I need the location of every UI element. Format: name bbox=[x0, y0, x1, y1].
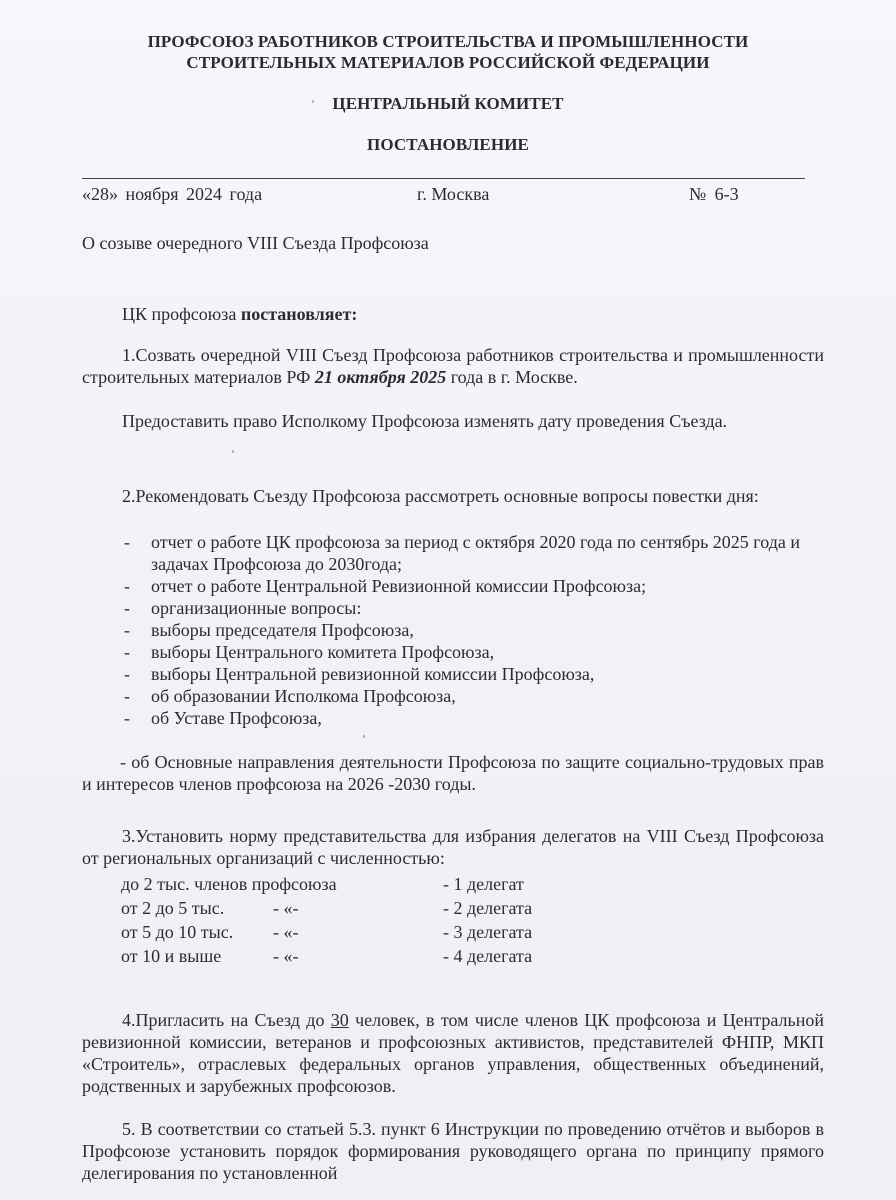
agenda-item bbox=[82, 663, 827, 685]
agenda-item bbox=[82, 707, 827, 729]
paragraph-5: 5. В соответствии со статьей 5.3. пункт 6 Инструкции по проведению отчётов и выборов в Профсоюзе установить порядок формирования руководящего органа по принципу прямого делегирования по установленной bbox=[82, 1119, 824, 1183]
paragraph-1 bbox=[82, 344, 824, 388]
paragraph-4-text: 4.Пригласить на Съезд до bbox=[122, 1010, 331, 1030]
header-divider bbox=[82, 178, 805, 179]
scan-speck bbox=[232, 450, 234, 453]
agenda-item-text: выборы Центральной ревизионной комиссии Профсоюза, bbox=[151, 664, 595, 684]
agenda-item bbox=[82, 641, 827, 663]
paragraph-4 bbox=[82, 1009, 824, 1097]
congress-date: 21 октября 2025 bbox=[314, 367, 447, 387]
organization-line-1: ПРОФСОЮЗ РАБОТНИКОВ СТРОИТЕЛЬСТВА И ПРОМЫШЛЕННОСТИ bbox=[147, 32, 749, 51]
paragraph-2: 2.Рекомендовать Съезду Профсоюза рассмотреть основные вопросы повестки дня: bbox=[122, 486, 759, 506]
paragraph-1-tail: года в г. Москве. bbox=[446, 367, 578, 387]
scan-speck bbox=[363, 735, 365, 738]
agenda-item-text: выборы председателя Профсоюза, bbox=[151, 620, 414, 640]
agenda-dash: - bbox=[124, 576, 130, 596]
norm-row bbox=[121, 944, 621, 968]
organization-line-2: СТРОИТЕЛЬНЫХ МАТЕРИАЛОВ РОССИЙСКОЙ ФЕДЕРАЦИИ bbox=[186, 53, 710, 72]
norm-delegates: - 3 делегата bbox=[443, 922, 533, 942]
agenda-dash: - bbox=[124, 642, 130, 662]
agenda-list bbox=[82, 531, 827, 729]
agenda-item bbox=[82, 597, 827, 619]
norm-delegates: - 2 делегата bbox=[443, 898, 533, 918]
agenda-dash: - bbox=[124, 598, 130, 618]
agenda-dash: - bbox=[124, 708, 130, 728]
agenda-item bbox=[82, 531, 827, 575]
agenda-item-text: об образовании Исполкома Профсоюза, bbox=[151, 686, 456, 706]
norm-row bbox=[121, 872, 621, 896]
norm-ditto: - «- bbox=[273, 946, 299, 966]
norm-range: от 5 до 10 тыс. bbox=[121, 922, 234, 942]
document-type-title: ПОСТАНОВЛЕНИЕ bbox=[367, 135, 529, 154]
agenda-item bbox=[82, 619, 827, 641]
committee-title: ЦЕНТРАЛЬНЫЙ КОМИТЕТ bbox=[332, 94, 564, 113]
document-date: «28» ноября 2024 года bbox=[82, 184, 263, 204]
agenda-dash: - bbox=[124, 620, 130, 640]
agenda-dash: - bbox=[124, 532, 130, 552]
norm-range: от 2 до 5 тыс. bbox=[121, 898, 225, 918]
paragraph-4-tail: человек, в том числе членов ЦК профсоюза и Центральной ревизионной комиссии, ветеранов и профсоюзных активистов, представителей ФНПР, МКП «Строитель», отраслевых федеральных органов управления, общественных объединений, родственных и зарубежных профсоюзов. bbox=[82, 1010, 824, 1096]
agenda-dash: - bbox=[124, 664, 130, 684]
agenda-item-text: об Уставе Профсоюза, bbox=[151, 708, 322, 728]
decides-line bbox=[82, 303, 824, 325]
agenda-item-text: отчет о работе ЦК профсоюза за период с октября 2020 года по сентябрь 2025 года и задачах Профсоюза до 2030года; bbox=[151, 532, 800, 574]
guest-count: 30 bbox=[330, 1010, 349, 1030]
agenda-item-text: выборы Центрального комитета Профсоюза, bbox=[151, 642, 495, 662]
scan-speck bbox=[312, 100, 314, 103]
norm-delegates: - 4 делегата bbox=[443, 946, 533, 966]
agenda-item bbox=[82, 685, 827, 707]
norm-ditto: - «- bbox=[273, 898, 299, 918]
paragraph-1-text: 1.Созвать очередной VIII Съезд Профсоюза работников строительства и промышленности строительных материалов РФ bbox=[82, 345, 824, 387]
decides-bold: постановляет: bbox=[240, 304, 358, 324]
decides-prefix: ЦК профсоюза bbox=[122, 304, 241, 324]
paragraph-1-right: Предоставить право Исполкому Профсоюза изменять дату проведения Съезда. bbox=[122, 411, 728, 431]
agenda-dash: - bbox=[124, 686, 130, 706]
document-subject: О созыве очередного VIII Съезда Профсоюза bbox=[82, 233, 429, 253]
agenda-item-text: отчет о работе Центральной Ревизионной комиссии Профсоюза; bbox=[151, 576, 647, 596]
organization-header bbox=[0, 31, 896, 73]
document-city: г. Москва bbox=[417, 184, 490, 204]
agenda-item-last: - об Основные направления деятельности Профсоюза по защите социально-трудовых прав и интересов членов профсоюза на 2026 -2030 годы. bbox=[82, 752, 824, 794]
norm-range: от 10 и выше bbox=[121, 946, 222, 966]
agenda-item bbox=[82, 575, 827, 597]
norm-ditto: - «- bbox=[273, 922, 299, 942]
agenda-item-text: организационные вопросы: bbox=[151, 598, 362, 618]
norm-delegates: - 1 делегат bbox=[443, 874, 524, 894]
representation-norms bbox=[121, 872, 621, 968]
norm-row bbox=[121, 896, 621, 920]
paragraph-3: 3.Установить норму представительства для избрания делегатов на VIII Съезд Профсоюза от региональных организаций с численностью: bbox=[82, 826, 824, 868]
document-number: № 6-3 bbox=[689, 184, 739, 204]
norm-range: до 2 тыс. членов профсоюза bbox=[121, 874, 337, 894]
norm-row bbox=[121, 920, 621, 944]
